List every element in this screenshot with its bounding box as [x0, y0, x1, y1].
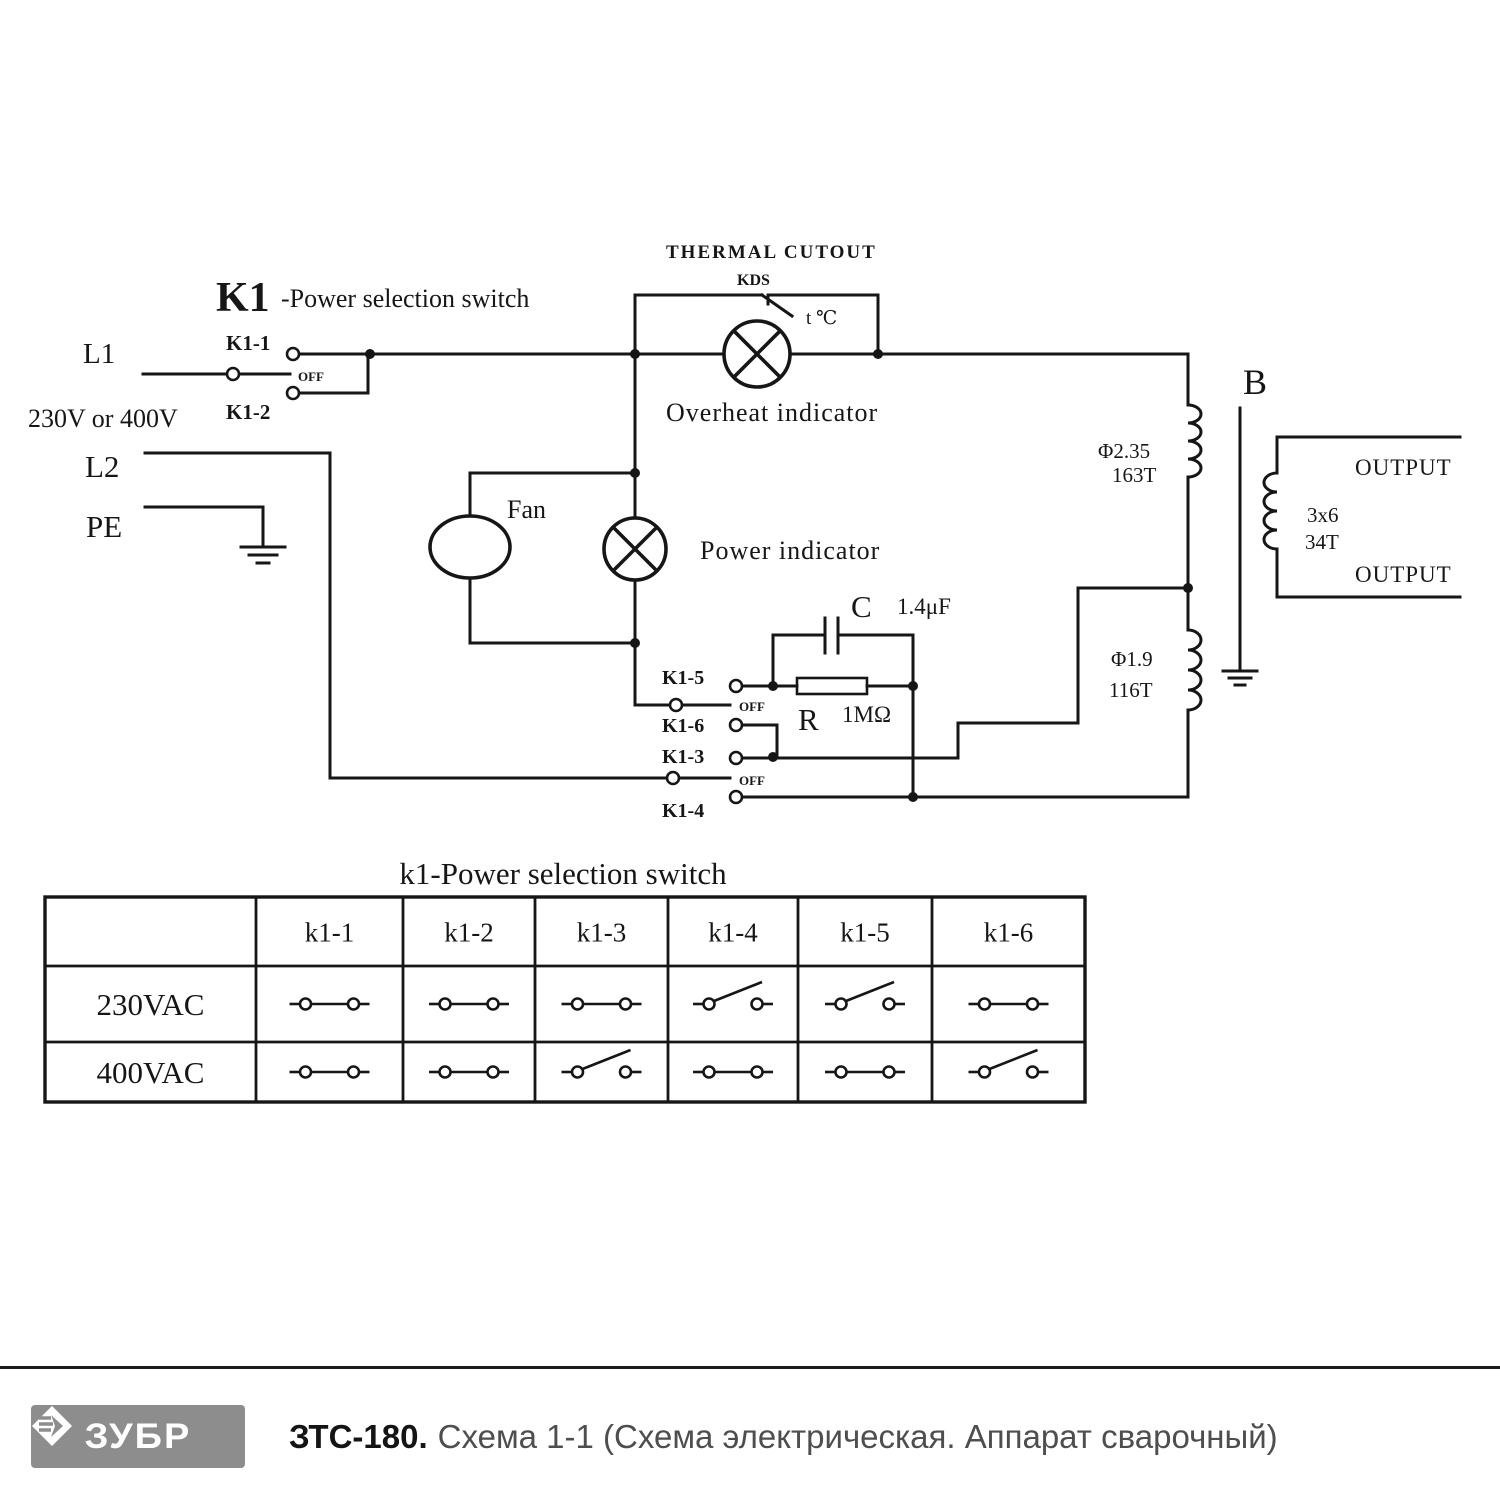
brand-name: ЗУБР — [84, 1417, 192, 1456]
k1-4-contact — [730, 791, 742, 803]
winding1-turns-label: 163T — [1112, 463, 1157, 487]
switch-symbol-closed — [300, 1067, 311, 1078]
terminal-l2-label: L2 — [85, 449, 120, 484]
table-header-k1-1: k1-1 — [304, 917, 355, 948]
k1-1-contact — [287, 348, 299, 360]
table-title: k1-Power selection switch — [399, 856, 727, 891]
output-label-bottom: OUTPUT — [1355, 562, 1452, 587]
temperature-label: t ℃ — [806, 308, 838, 329]
model-number: ЗТС-180. — [289, 1417, 428, 1455]
primary-winding-1 — [1188, 405, 1201, 477]
resistor-value-label: 1MΩ — [842, 702, 892, 727]
switch-symbol-open — [704, 999, 715, 1010]
core-ground-symbol — [1223, 671, 1257, 685]
footer-caption — [289, 1418, 1278, 1456]
k1-3-contact — [730, 752, 742, 764]
caption-text: Схема 1-1 (Схема электрическая. Аппарат сварочный) — [437, 1417, 1278, 1455]
switch-symbol-closed — [979, 999, 990, 1010]
k1-5-label: K1-5 — [662, 667, 705, 689]
table-header-k1-6: k1-6 — [983, 917, 1034, 948]
switch-symbol-closed — [572, 999, 583, 1010]
terminal-l1-label: L1 — [83, 338, 116, 370]
winding2-turns-label: 116T — [1109, 678, 1153, 702]
thermal-cutout-switch — [630, 295, 883, 359]
switch-symbol-closed — [836, 1067, 847, 1078]
power-indicator-lamp — [604, 518, 666, 580]
winding1-diameter-label: Φ2.35 — [1098, 439, 1151, 463]
footer — [31, 1405, 1471, 1468]
fan-label: Fan — [507, 495, 546, 524]
table-header-k1-3: k1-3 — [576, 917, 627, 948]
k1-pole-pivot-2 — [670, 699, 682, 711]
switch-symbol-closed — [440, 999, 451, 1010]
overheat-indicator-label: Overheat indicator — [666, 398, 879, 427]
k1-2-contact — [287, 387, 299, 399]
l2-feed-wire — [145, 453, 666, 778]
power-selection-switch-k1-group-1 — [143, 348, 375, 399]
capacitor-name-label: C — [851, 589, 872, 624]
output-label-top: OUTPUT — [1355, 455, 1452, 480]
switch-symbol-open — [979, 1067, 990, 1078]
winding2-diameter-label: Φ1.9 — [1111, 647, 1153, 671]
off-label-3: OFF — [739, 773, 765, 788]
resistor-name-label: R — [798, 702, 819, 737]
table-header-k1-4: k1-4 — [708, 917, 758, 948]
switch-symbol-closed — [440, 1067, 451, 1078]
secondary-wire-label: 3x6 — [1307, 503, 1339, 527]
kds-label: KDS — [737, 272, 770, 289]
brand-logo — [31, 1405, 245, 1468]
k1-6-contact — [730, 719, 742, 731]
overheat-indicator-lamp — [724, 321, 790, 387]
table-header-k1-5: k1-5 — [840, 917, 890, 948]
secondary-winding — [1264, 473, 1277, 549]
terminal-pe-label: PE — [86, 509, 123, 544]
k1-1-label: K1-1 — [226, 331, 271, 355]
primary-winding-2 — [1188, 630, 1201, 710]
transformer-name-label: B — [1243, 362, 1268, 402]
k1-heading-rest: -Power selection switch — [281, 284, 530, 313]
k1-pole-pivot-1 — [227, 368, 239, 380]
power-indicator-label: Power indicator — [700, 536, 881, 565]
switch-state-table — [45, 897, 1085, 1102]
switch-symbol-open — [572, 1067, 583, 1078]
pe-ground-symbol — [145, 507, 285, 563]
secondary-turns-label: 34T — [1305, 530, 1339, 554]
table-row-label-230VAC: 230VAC — [96, 987, 205, 1022]
k1-6-label: K1-6 — [662, 715, 705, 737]
power-selection-switch-k1-group-2 — [635, 680, 797, 762]
switch-symbol-closed — [704, 1067, 715, 1078]
off-label-2: OFF — [739, 699, 765, 714]
k1-4-label: K1-4 — [662, 800, 705, 822]
voltage-label: 230V or 400V — [28, 404, 178, 433]
capacitor-value-label: 1.4μF — [897, 594, 951, 619]
k1-2-label: K1-2 — [226, 400, 271, 424]
capacitor-c — [773, 618, 913, 686]
thermal-cutout-label: THERMAL CUTOUT — [666, 242, 877, 263]
switch-symbol-closed — [300, 999, 311, 1010]
zubr-arrow-icon — [31, 1405, 73, 1447]
k1-5-contact — [730, 680, 742, 692]
k1-heading: K1 — [216, 275, 270, 321]
off-label-1: OFF — [298, 369, 324, 384]
footer-divider — [0, 1366, 1500, 1369]
k1-pole-pivot-3 — [667, 772, 679, 784]
switch-symbol-open — [836, 999, 847, 1010]
k1-3-label: K1-3 — [662, 746, 705, 768]
tap-wire — [958, 588, 1188, 758]
table-header-k1-2: k1-2 — [444, 917, 494, 948]
table-row-label-400VAC: 400VAC — [96, 1055, 205, 1090]
